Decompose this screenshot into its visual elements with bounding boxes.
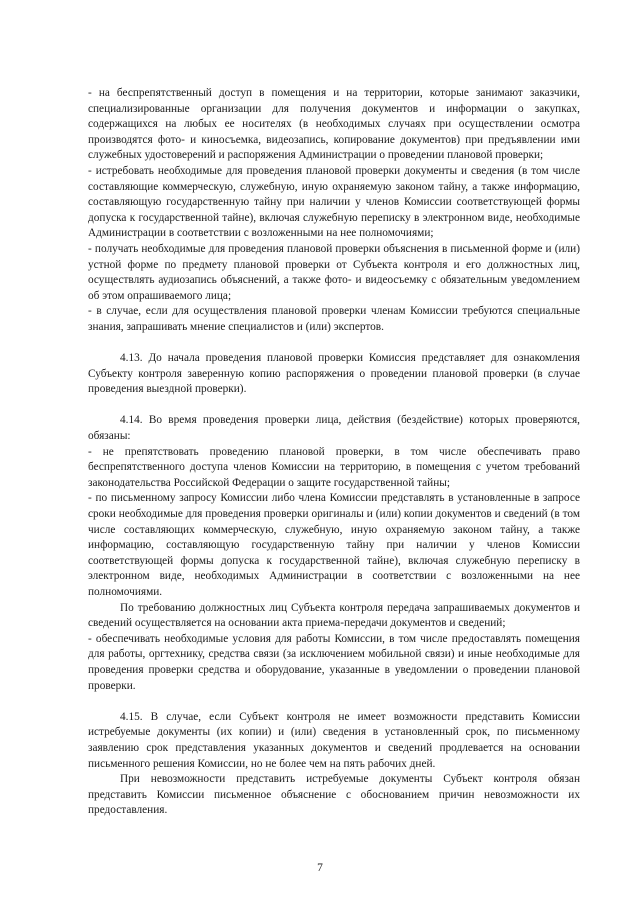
paragraph-section-4-15: 4.15. В случае, если Субъект контроля не имеет возможности представить Комиссии истребуемые документы (их копии) и (или) сведения в установленный срок, по письменному заявлению срок представления указанных документов и сведений продлевается на основании письменного решения Комиссии, но не более чем на пять рабочих дней.	[88, 710, 580, 770]
paragraph: При невозможности представить истребуемые документы Субъект контроля обязан представить Комиссии письменное объяснение с обоснованием причин невозможности их предоставления.	[88, 773, 580, 817]
paragraph: - в случае, если для осуществления плановой проверки членам Комиссии требуются специальные знания, запрашивать мнение специалистов и (или) экспертов.	[88, 305, 580, 333]
paragraph: - не препятствовать проведению плановой проверки, в том числе обеспечивать право беспрепятственного доступа членов Комиссии на территорию, в помещения с учетом требований законодательства Российской Федерации о защите государственной тайны;	[88, 445, 580, 489]
document-body	[88, 86, 580, 819]
paragraph: По требованию должностных лиц Субъекта контроля передача запрашиваемых документов и сведений осуществляется на основании акта приема-передачи документов и сведений;	[88, 601, 580, 630]
paragraph: - получать необходимые для проведения плановой проверки объяснения в письменной форме и (или) устной форме по предмету плановой проверки от Субъекта контроля и его должностных лиц, осуществлять аудиозапись объяснений, а также фото- и видеосъемку с обязательным уведомлением об этом опрашиваемого лица;	[88, 242, 580, 302]
paragraph: - на беспрепятственный доступ в помещения и на территории, которые занимают заказчики, специализированные организации для получения документов и информации о закупках, содержащихся на любых ее носителях (в необходимых случаях при осуществлении осмотра производятся фото- и киносъемка, видеозапись, копирование документов) при предъявлении ими служебных удостоверений и распоряжения Администрации о проведении плановой проверки;	[88, 87, 580, 162]
page-number: 7	[317, 862, 323, 874]
paragraph-section-4-14: 4.14. Во время проведения проверки лица, действия (бездействие) которых проверяются, обязаны:	[88, 414, 580, 443]
paragraph: - обеспечивать необходимые условия для работы Комиссии, в том числе предоставлять помещения для работы, оргтехнику, средства связи (за исключением мобильной связи) и иные необходимые для проведения проверки средства и оборудование, указанные в уведомлении о проведении плановой проверки.	[88, 632, 580, 692]
paragraph-section-4-13: 4.13. До начала проведения плановой проверки Комиссия представляет для ознакомления Субъекту контроля заверенную копию распоряжения о проведении плановой проверки (в случае проведения выездной проверки).	[88, 352, 580, 396]
paragraph: - по письменному запросу Комиссии либо члена Комиссии представлять в установленные в запросе сроки необходимые для проведения проверки оригиналы и (или) копии документов и сведений (в том числе составляющих коммерческую, служебную, иную охраняемую законом тайну, а также информацию, составляющую государственную тайну при наличии у членов Комиссии соответствующей формы допуска к государственной тайне), включая служебную переписку в электронном виде, необходимых Администрации в соответствии с возложенными на нее полномочиями.	[88, 492, 580, 598]
paragraph: - истребовать необходимые для проведения плановой проверки документы и сведения (в том числе составляющие коммерческую, служебную, иную охраняемую законом тайну, а также информацию, составляющую государственную тайну при наличии у членов Комиссии соответствующей формы допуска к государственной тайне), включая служебную переписку в электронном виде, необходимые Администрации в соответствии с возложенными на нее полномочиями;	[88, 164, 580, 240]
